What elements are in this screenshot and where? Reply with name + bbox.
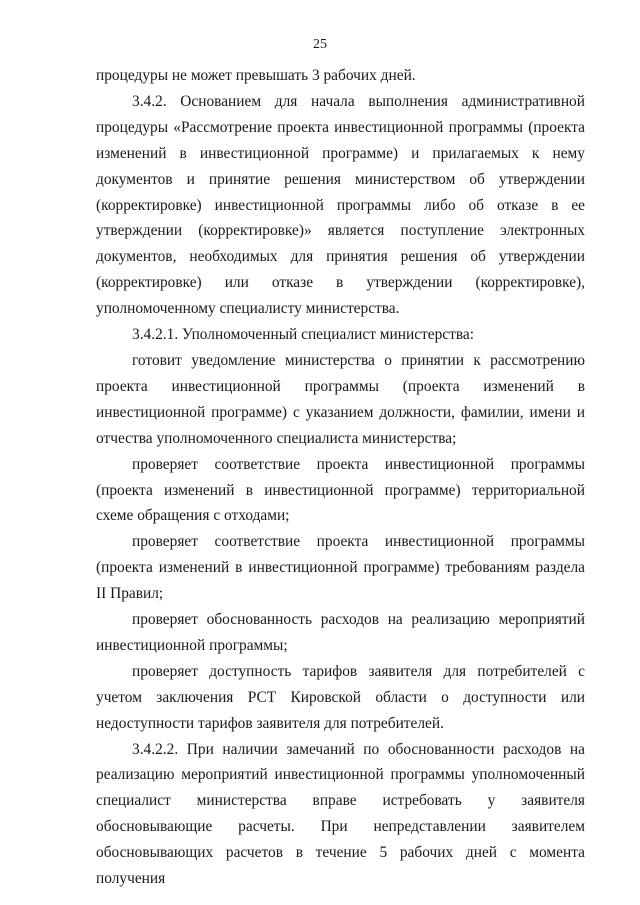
list-item-prepare-notice: готовит уведомление министерства о принятии к рассмотрению проекта инвестиционной программы (проекта изменений в инвестиционной программе) с указанием должности, фамилии, имени и отчества уполномоченного специалиста министерства;: [96, 351, 585, 447]
paragraph-continuation: процедуры не может превышать 3 рабочих дней.: [96, 67, 416, 84]
page-number: 25: [313, 37, 327, 52]
list-item-check-expenses: проверяет обоснованность расходов на реализацию мероприятий инвестиционной программы;: [96, 611, 585, 654]
list-item-check-tariffs: проверяет доступность тарифов заявителя для потребителей с учетом заключения РСТ Кировской области о доступности или недоступности тарифов заявителя для потребителей.: [96, 662, 585, 732]
paragraph-3-4-2-1: 3.4.2.1. Уполномоченный специалист министерства:: [132, 326, 475, 344]
list-item-check-territorial-scheme: проверяет соответствие проекта инвестиционной программы (проекта изменений в инвестиционной программе) территориальной схеме обращения с отходами;: [96, 455, 585, 525]
paragraph-3-4-2-2: 3.4.2.2. При наличии замечаний по обоснованности расходов на реализацию мероприятий инвестиционной программы уполномоченный специалист министерства вправе истребовать у заявителя обосновывающие расчеты. При непредставлении заявителем обосновывающих расчетов в течение 5 рабочих дней с момента получения: [96, 740, 585, 888]
document-body: [96, 63, 585, 892]
paragraph-3-4-2: 3.4.2. Основанием для начала выполнения административной процедуры «Рассмотрение проекта инвестиционной программы (проекта изменений в инвестиционной программе) и прилагаемых к нему документов и принятие решения министерством об утверждении (корректировке) инвестиционной программы либо об отказе в ее утверждении (корректировке)» является поступление электронных документов, необходимых для принятия решения об утверждении (корректировке) или отказе в утверждении (корректировке), уполномоченному специалисту министерства.: [96, 92, 585, 318]
list-item-check-section-ii: проверяет соответствие проекта инвестиционной программы (проекта изменений в инвестиционной программе) требованиям раздела II Правил;: [96, 533, 585, 603]
